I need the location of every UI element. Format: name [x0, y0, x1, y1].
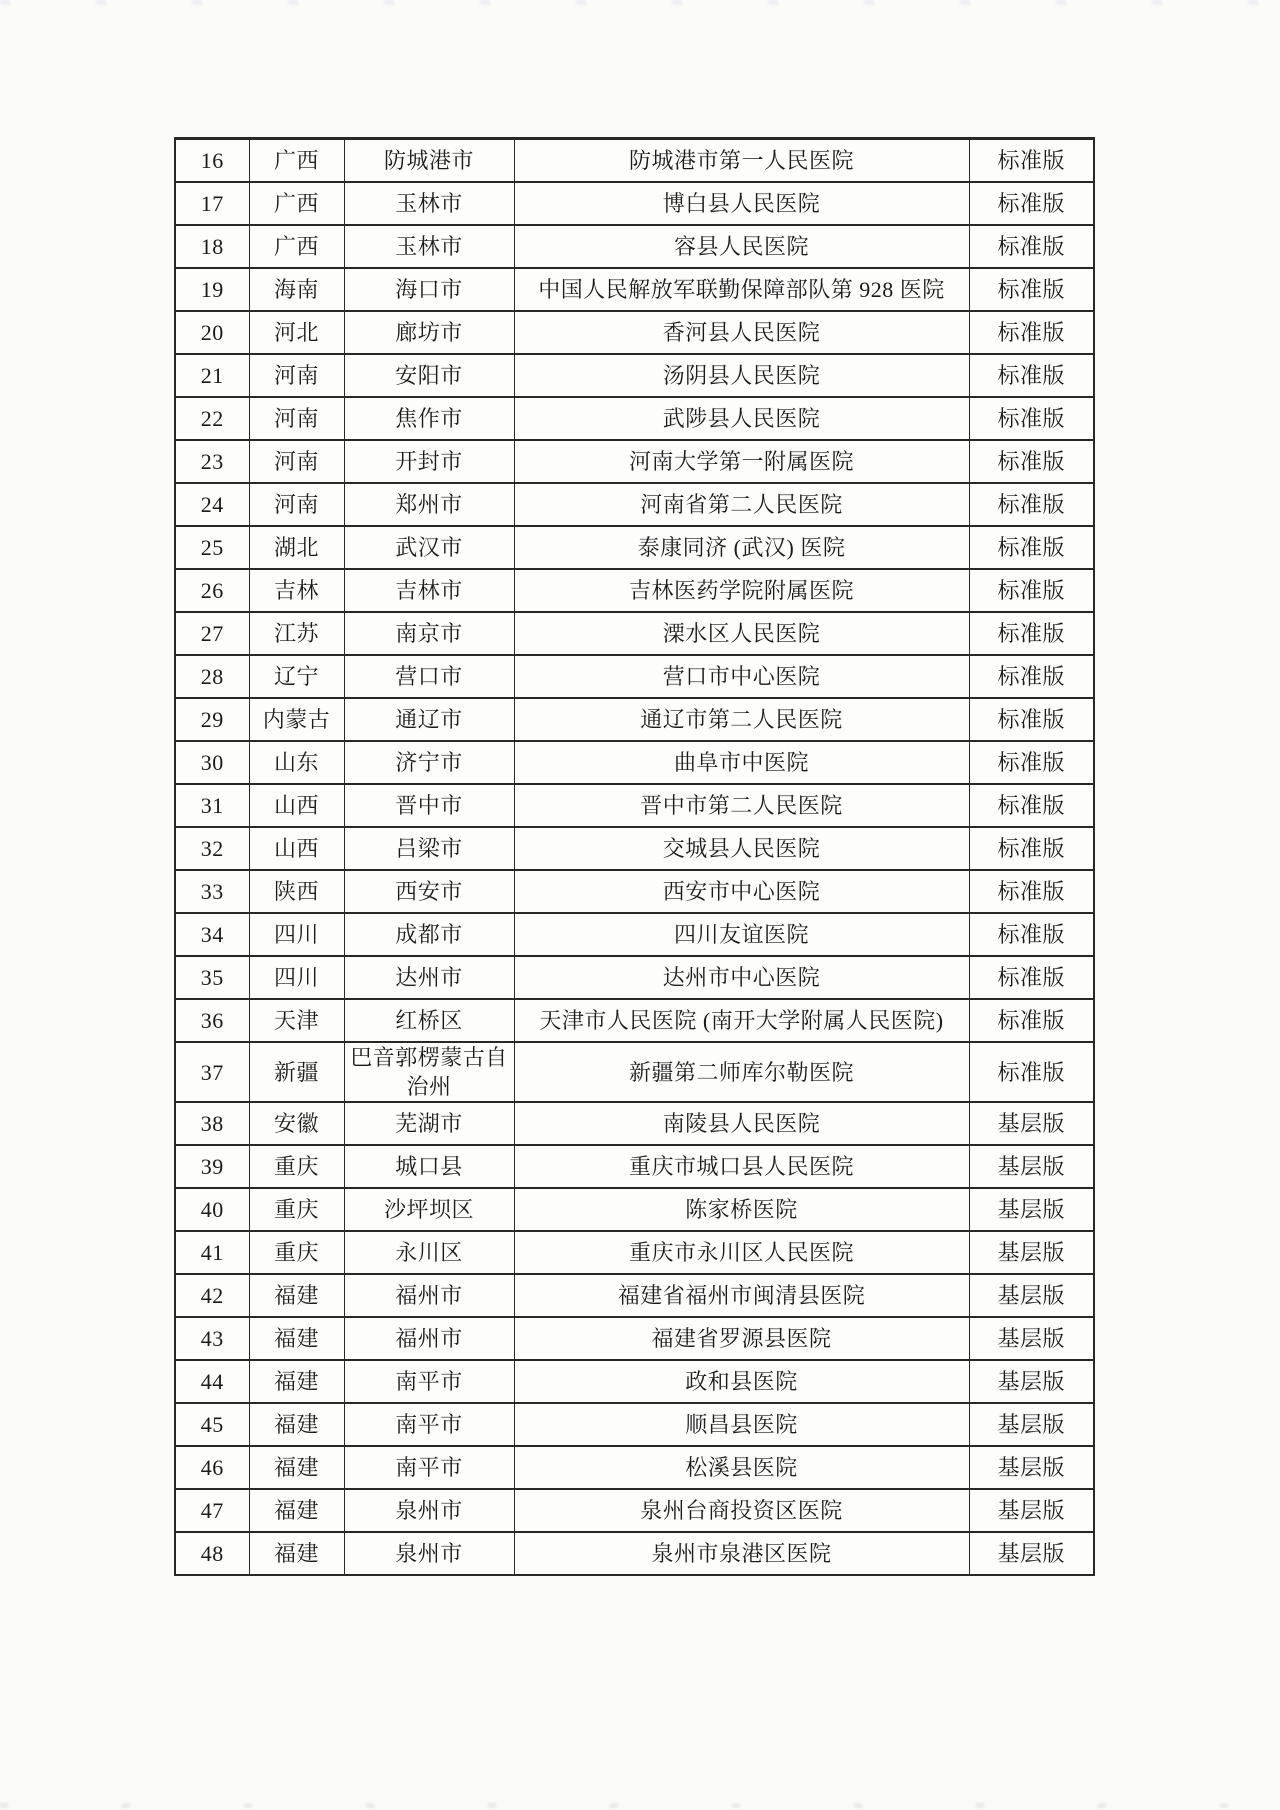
table-row: [175, 268, 1094, 311]
cell-version-label: 标准版: [969, 569, 1094, 612]
table-row: [175, 311, 1094, 354]
cell-hospital-name: 曲阜市中医院: [514, 741, 969, 784]
cell-province: 福建: [249, 1403, 344, 1446]
cell-hospital-name: 西安市中心医院: [514, 870, 969, 913]
cell-row-number: 26: [175, 569, 249, 612]
cell-row-number: 22: [175, 397, 249, 440]
cell-hospital-name: 溧水区人民医院: [514, 612, 969, 655]
cell-city-name: 玉林市: [344, 182, 514, 225]
cell-city-name: 晋中市: [344, 784, 514, 827]
cell-city-name: 通辽市: [344, 698, 514, 741]
cell-hospital-name: 博白县人民医院: [514, 182, 969, 225]
cell-version-label: 标准版: [969, 655, 1094, 698]
cell-hospital-name: 福建省罗源县医院: [514, 1317, 969, 1360]
table-row: [175, 1317, 1094, 1360]
cell-hospital-name: 达州市中心医院: [514, 956, 969, 999]
table-row: [175, 569, 1094, 612]
cell-row-number: 28: [175, 655, 249, 698]
cell-province: 河北: [249, 311, 344, 354]
cell-hospital-name: 通辽市第二人民医院: [514, 698, 969, 741]
cell-city-name: 南平市: [344, 1403, 514, 1446]
cell-province: 安徽: [249, 1102, 344, 1145]
cell-hospital-name: 容县人民医院: [514, 225, 969, 268]
table-row: [175, 1360, 1094, 1403]
cell-row-number: 42: [175, 1274, 249, 1317]
table-row: [175, 526, 1094, 569]
cell-row-number: 40: [175, 1188, 249, 1231]
cell-city-name: 沙坪坝区: [344, 1188, 514, 1231]
cell-version-label: 基层版: [969, 1446, 1094, 1489]
cell-city-name: 武汉市: [344, 526, 514, 569]
cell-version-label: 基层版: [969, 1231, 1094, 1274]
cell-city-name: 济宁市: [344, 741, 514, 784]
cell-version-label: 标准版: [969, 1042, 1094, 1102]
table-row: [175, 655, 1094, 698]
cell-version-label: 基层版: [969, 1274, 1094, 1317]
table-row: [175, 784, 1094, 827]
cell-row-number: 37: [175, 1042, 249, 1102]
cell-province: 重庆: [249, 1145, 344, 1188]
table-row: [175, 870, 1094, 913]
table-row: [175, 1145, 1094, 1188]
cell-hospital-name: 中国人民解放军联勤保障部队第 928 医院: [514, 268, 969, 311]
cell-city-name: 福州市: [344, 1274, 514, 1317]
scan-noise-top: [0, 0, 1280, 5]
table-row: [175, 1102, 1094, 1145]
cell-row-number: 39: [175, 1145, 249, 1188]
cell-province: 内蒙古: [249, 698, 344, 741]
cell-province: 四川: [249, 913, 344, 956]
cell-version-label: 标准版: [969, 956, 1094, 999]
cell-hospital-name: 重庆市城口县人民医院: [514, 1145, 969, 1188]
table-row: [175, 225, 1094, 268]
cell-city-name: 达州市: [344, 956, 514, 999]
cell-hospital-name: 武陟县人民医院: [514, 397, 969, 440]
cell-row-number: 29: [175, 698, 249, 741]
cell-version-label: 基层版: [969, 1188, 1094, 1231]
cell-city-name: 郑州市: [344, 483, 514, 526]
cell-row-number: 24: [175, 483, 249, 526]
cell-province: 辽宁: [249, 655, 344, 698]
cell-province: 福建: [249, 1317, 344, 1360]
cell-city-name: 安阳市: [344, 354, 514, 397]
cell-province: 山西: [249, 827, 344, 870]
cell-city-name: 成都市: [344, 913, 514, 956]
cell-version-label: 基层版: [969, 1403, 1094, 1446]
cell-city-name: 廊坊市: [344, 311, 514, 354]
cell-row-number: 17: [175, 182, 249, 225]
cell-city-name: 吕梁市: [344, 827, 514, 870]
cell-city-name: 南京市: [344, 612, 514, 655]
cell-version-label: 标准版: [969, 784, 1094, 827]
cell-city-name: 南平市: [344, 1360, 514, 1403]
cell-province: 天津: [249, 999, 344, 1042]
cell-version-label: 标准版: [969, 870, 1094, 913]
table-row: [175, 397, 1094, 440]
cell-province: 湖北: [249, 526, 344, 569]
cell-province: 四川: [249, 956, 344, 999]
cell-hospital-name: 新疆第二师库尔勒医院: [514, 1042, 969, 1102]
cell-row-number: 34: [175, 913, 249, 956]
cell-province: 吉林: [249, 569, 344, 612]
cell-hospital-name: 天津市人民医院 (南开大学附属人民医院): [514, 999, 969, 1042]
cell-row-number: 32: [175, 827, 249, 870]
cell-row-number: 43: [175, 1317, 249, 1360]
cell-province: 广西: [249, 225, 344, 268]
cell-row-number: 41: [175, 1231, 249, 1274]
cell-version-label: 基层版: [969, 1317, 1094, 1360]
cell-row-number: 19: [175, 268, 249, 311]
cell-province: 重庆: [249, 1231, 344, 1274]
hospital-table-body: [175, 139, 1094, 1576]
cell-row-number: 25: [175, 526, 249, 569]
cell-province: 河南: [249, 440, 344, 483]
cell-province: 陕西: [249, 870, 344, 913]
table-row: [175, 1231, 1094, 1274]
table-row: [175, 1532, 1094, 1575]
table-row: [175, 1489, 1094, 1532]
cell-row-number: 35: [175, 956, 249, 999]
cell-row-number: 45: [175, 1403, 249, 1446]
cell-row-number: 16: [175, 139, 249, 183]
table-row: [175, 698, 1094, 741]
cell-hospital-name: 四川友谊医院: [514, 913, 969, 956]
cell-row-number: 33: [175, 870, 249, 913]
cell-version-label: 标准版: [969, 483, 1094, 526]
cell-hospital-name: 陈家桥医院: [514, 1188, 969, 1231]
cell-province: 河南: [249, 483, 344, 526]
hospital-list-table: [174, 137, 1095, 1576]
cell-version-label: 标准版: [969, 268, 1094, 311]
cell-version-label: 标准版: [969, 827, 1094, 870]
cell-hospital-name: 吉林医药学院附属医院: [514, 569, 969, 612]
cell-hospital-name: 政和县医院: [514, 1360, 969, 1403]
cell-province: 江苏: [249, 612, 344, 655]
cell-province: 广西: [249, 139, 344, 183]
table-row: [175, 612, 1094, 655]
table-row: [175, 1403, 1094, 1446]
cell-city-name: 福州市: [344, 1317, 514, 1360]
table-row: [175, 956, 1094, 999]
cell-province: 山西: [249, 784, 344, 827]
cell-province: 福建: [249, 1489, 344, 1532]
cell-hospital-name: 防城港市第一人民医院: [514, 139, 969, 183]
cell-province: 山东: [249, 741, 344, 784]
cell-hospital-name: 松溪县医院: [514, 1446, 969, 1489]
cell-row-number: 38: [175, 1102, 249, 1145]
cell-city-name: 城口县: [344, 1145, 514, 1188]
table-row: [175, 1446, 1094, 1489]
table-row: [175, 440, 1094, 483]
cell-hospital-name: 泰康同济 (武汉) 医院: [514, 526, 969, 569]
cell-city-name: 永川区: [344, 1231, 514, 1274]
table-row: [175, 827, 1094, 870]
table-row: [175, 354, 1094, 397]
cell-hospital-name: 营口市中心医院: [514, 655, 969, 698]
cell-version-label: 标准版: [969, 182, 1094, 225]
cell-hospital-name: 泉州台商投资区医院: [514, 1489, 969, 1532]
cell-version-label: 基层版: [969, 1532, 1094, 1575]
cell-province: 重庆: [249, 1188, 344, 1231]
cell-hospital-name: 河南大学第一附属医院: [514, 440, 969, 483]
cell-province: 新疆: [249, 1042, 344, 1102]
table-row: [175, 999, 1094, 1042]
table-row: [175, 741, 1094, 784]
cell-city-name: 防城港市: [344, 139, 514, 183]
cell-row-number: 36: [175, 999, 249, 1042]
cell-province: 广西: [249, 182, 344, 225]
scan-noise-bottom: [0, 1803, 1280, 1808]
cell-version-label: 标准版: [969, 526, 1094, 569]
cell-version-label: 标准版: [969, 311, 1094, 354]
cell-version-label: 标准版: [969, 999, 1094, 1042]
cell-version-label: 标准版: [969, 354, 1094, 397]
cell-city-name: 吉林市: [344, 569, 514, 612]
cell-province: 河南: [249, 354, 344, 397]
cell-row-number: 44: [175, 1360, 249, 1403]
cell-hospital-name: 泉州市泉港区医院: [514, 1532, 969, 1575]
cell-hospital-name: 汤阴县人民医院: [514, 354, 969, 397]
table-row: [175, 913, 1094, 956]
cell-version-label: 标准版: [969, 741, 1094, 784]
cell-hospital-name: 交城县人民医院: [514, 827, 969, 870]
table-row: [175, 1042, 1094, 1102]
cell-city-name: 玉林市: [344, 225, 514, 268]
cell-version-label: 基层版: [969, 1489, 1094, 1532]
cell-row-number: 31: [175, 784, 249, 827]
cell-city-name: 西安市: [344, 870, 514, 913]
cell-version-label: 标准版: [969, 225, 1094, 268]
cell-row-number: 27: [175, 612, 249, 655]
cell-province: 福建: [249, 1360, 344, 1403]
table-row: [175, 182, 1094, 225]
cell-province: 福建: [249, 1274, 344, 1317]
cell-hospital-name: 香河县人民医院: [514, 311, 969, 354]
cell-city-name: 南平市: [344, 1446, 514, 1489]
cell-row-number: 20: [175, 311, 249, 354]
cell-version-label: 基层版: [969, 1102, 1094, 1145]
cell-province: 河南: [249, 397, 344, 440]
cell-row-number: 18: [175, 225, 249, 268]
cell-hospital-name: 晋中市第二人民医院: [514, 784, 969, 827]
cell-version-label: 标准版: [969, 913, 1094, 956]
cell-hospital-name: 南陵县人民医院: [514, 1102, 969, 1145]
cell-hospital-name: 福建省福州市闽清县医院: [514, 1274, 969, 1317]
table-row: [175, 139, 1094, 183]
cell-version-label: 标准版: [969, 698, 1094, 741]
cell-row-number: 21: [175, 354, 249, 397]
cell-city-name: 泉州市: [344, 1532, 514, 1575]
cell-version-label: 基层版: [969, 1360, 1094, 1403]
cell-province: 海南: [249, 268, 344, 311]
cell-hospital-name: 河南省第二人民医院: [514, 483, 969, 526]
table-row: [175, 1274, 1094, 1317]
cell-version-label: 标准版: [969, 139, 1094, 183]
cell-row-number: 23: [175, 440, 249, 483]
cell-city-name: 芜湖市: [344, 1102, 514, 1145]
cell-row-number: 47: [175, 1489, 249, 1532]
cell-province: 福建: [249, 1532, 344, 1575]
cell-hospital-name: 顺昌县医院: [514, 1403, 969, 1446]
cell-province: 福建: [249, 1446, 344, 1489]
cell-city-name: 红桥区: [344, 999, 514, 1042]
cell-city-name: 营口市: [344, 655, 514, 698]
cell-city-name: 焦作市: [344, 397, 514, 440]
cell-version-label: 标准版: [969, 612, 1094, 655]
cell-row-number: 48: [175, 1532, 249, 1575]
cell-city-name: 巴音郭楞蒙古自治州: [344, 1042, 514, 1102]
table-row: [175, 1188, 1094, 1231]
table-row: [175, 483, 1094, 526]
cell-version-label: 标准版: [969, 440, 1094, 483]
cell-version-label: 标准版: [969, 397, 1094, 440]
cell-city-name: 开封市: [344, 440, 514, 483]
cell-row-number: 46: [175, 1446, 249, 1489]
cell-city-name: 海口市: [344, 268, 514, 311]
cell-version-label: 基层版: [969, 1145, 1094, 1188]
cell-row-number: 30: [175, 741, 249, 784]
cell-hospital-name: 重庆市永川区人民医院: [514, 1231, 969, 1274]
cell-city-name: 泉州市: [344, 1489, 514, 1532]
